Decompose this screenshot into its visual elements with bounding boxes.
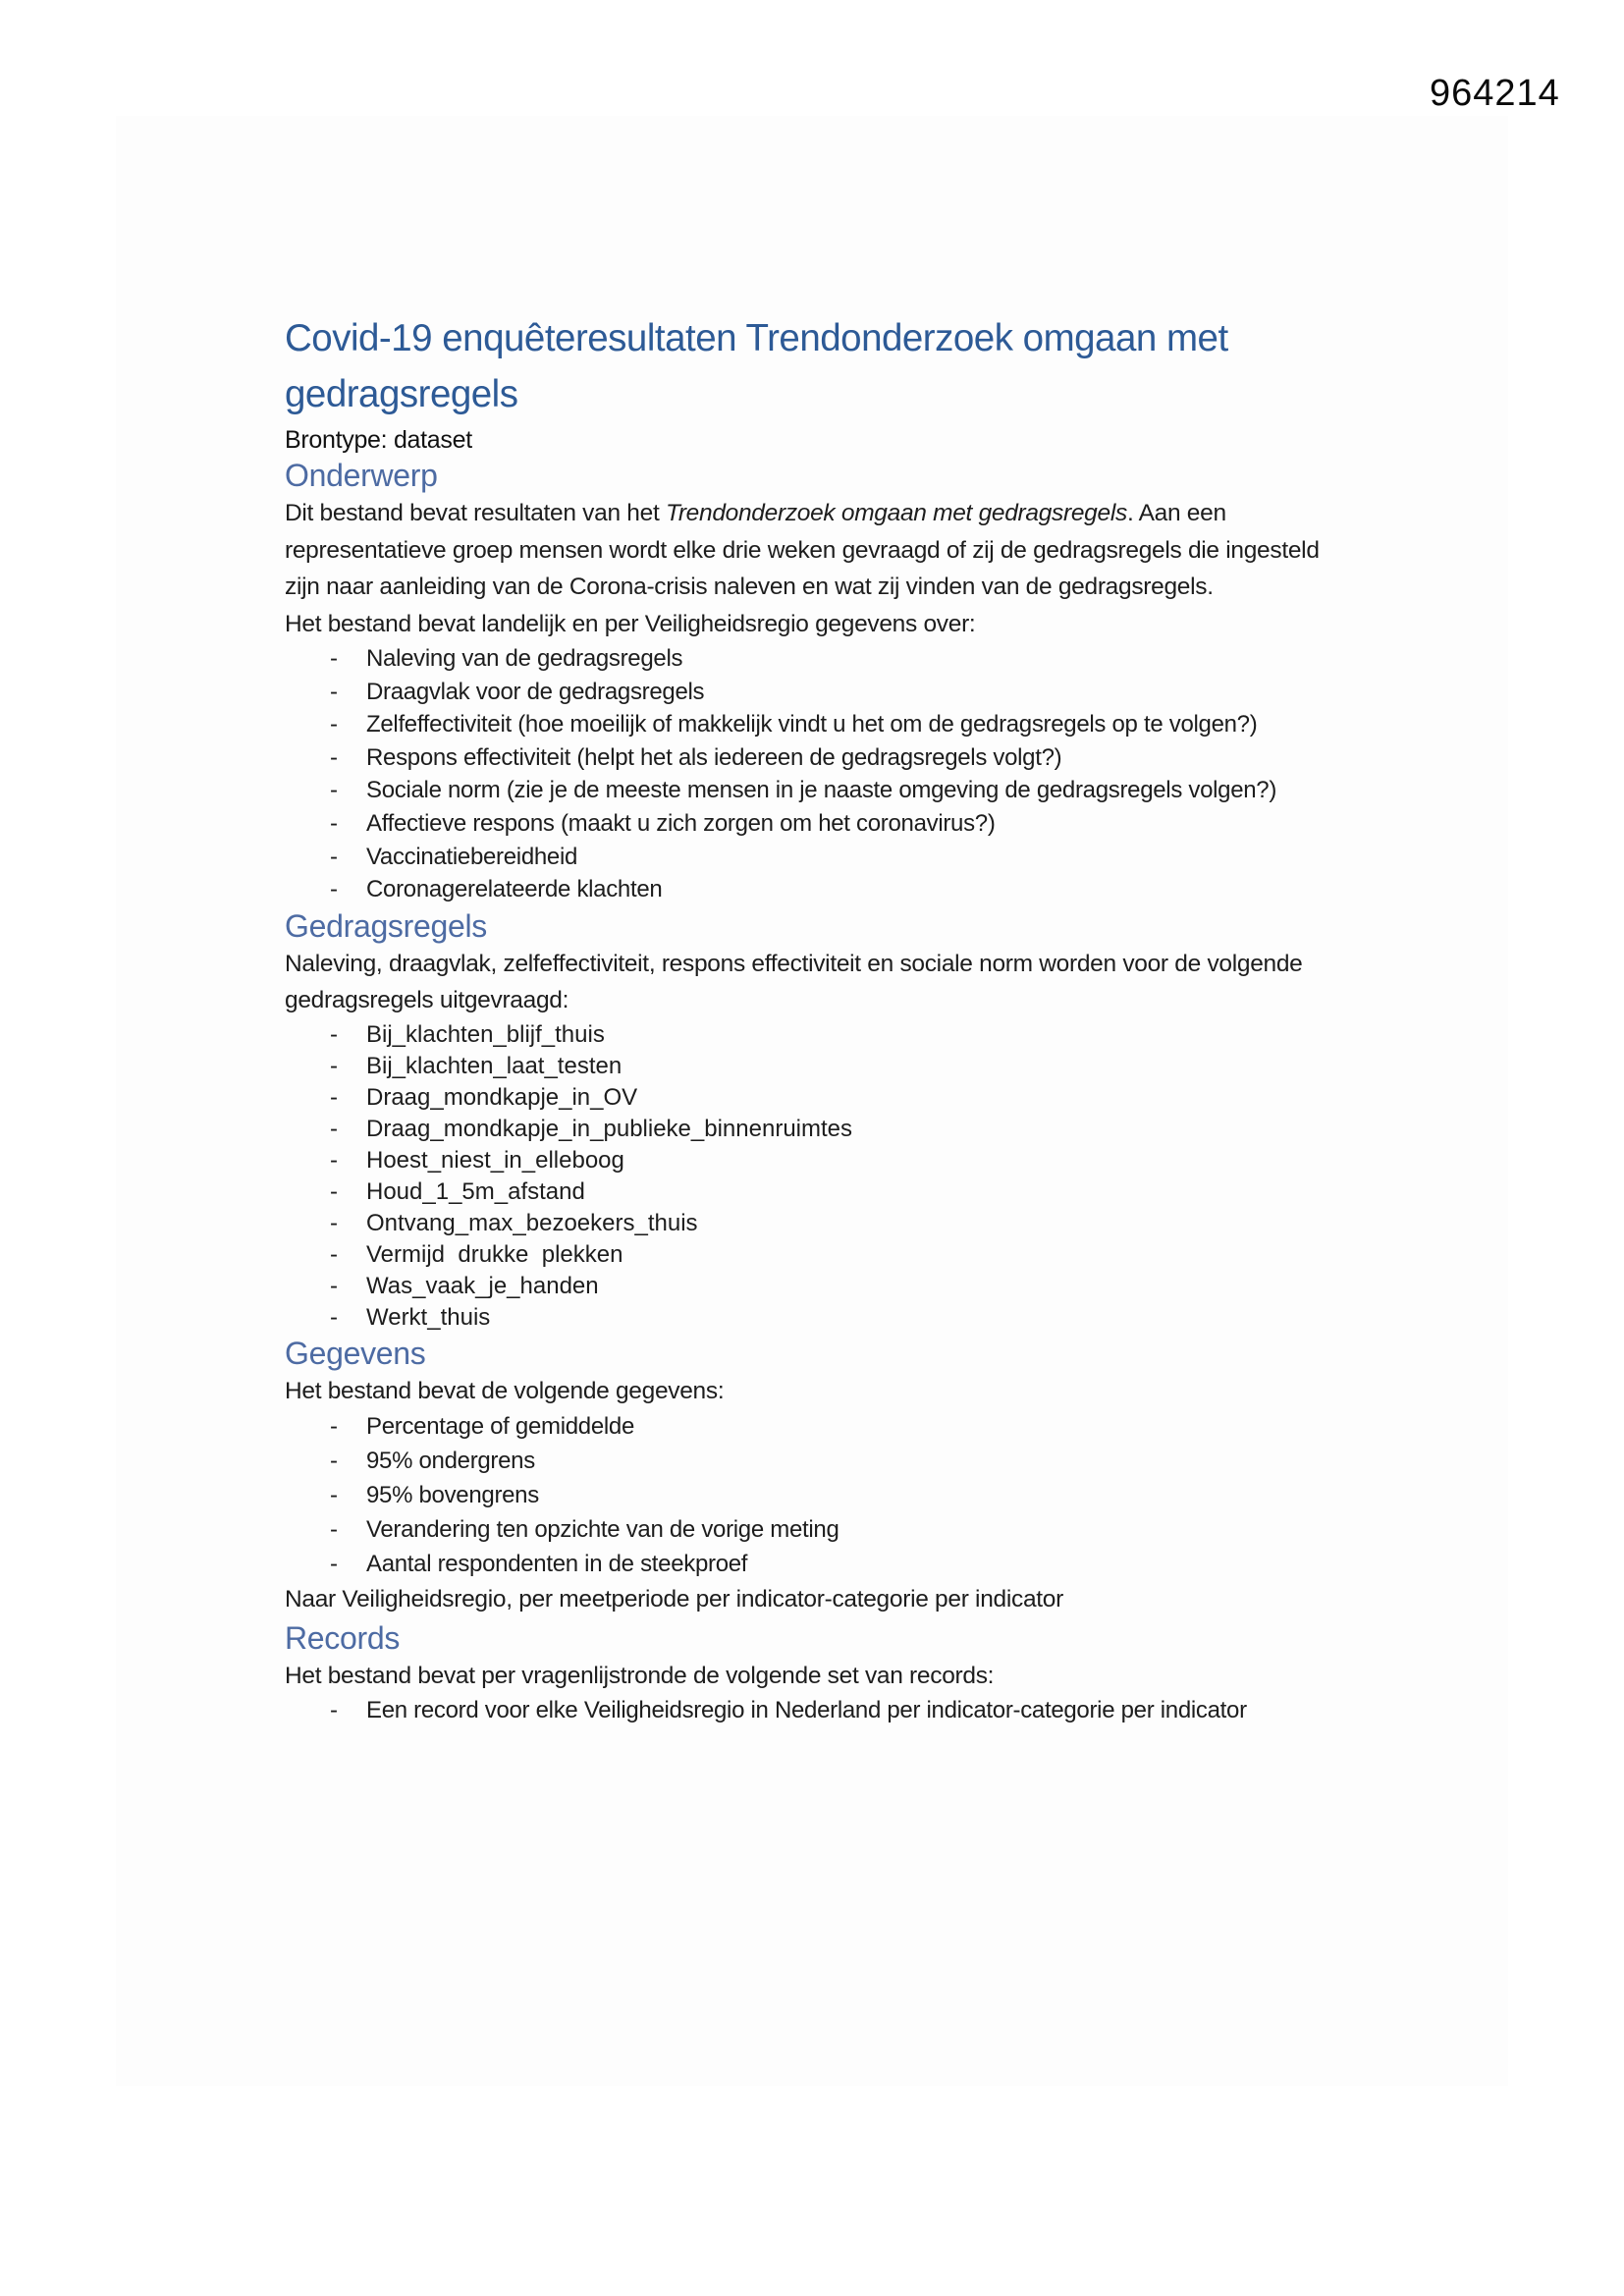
list-item: - Een record voor elke Veiligheidsregio in Nederland per indicator-categorie per indicator: [285, 1694, 1350, 1726]
section-heading-gedragsregels: Gedragsregels: [285, 907, 487, 944]
onderwerp-paragraph-1: [285, 495, 1350, 606]
list-item: - 95% bovengrens: [285, 1478, 1350, 1512]
list-item: - Sociale norm (zie je de meeste mensen in je naaste omgeving de gedragsregels volgen?): [285, 774, 1350, 807]
list-item: - Percentage of gemiddelde: [285, 1409, 1350, 1444]
onderwerp-paragraph-1-tail: . Aan een representatieve groep mensen wordt elke drie weken gevraagd of zij de gedragsregels die ingesteld zijn naar aanleiding van de Corona-crisis naleven en wat zij vinden van de gedragsregels.: [285, 500, 1320, 600]
records-paragraph-1: Het bestand bevat per vragenlijstronde de volgende set van records:: [285, 1662, 995, 1689]
list-item: - Aantal respondenten in de steekproef: [285, 1547, 1350, 1581]
bullet-dash: -: [330, 1697, 338, 1724]
list-item: - Naleving van de gedragsregels: [285, 642, 1350, 676]
gedragsregels-paragraph-1: Naleving, draagvlak, zelfeffectiviteit, respons effectiviteit en sociale norm worden voor de volgende gedragsregels uitgevraagd:: [285, 950, 1303, 1014]
list-item: - Vermijd drukke plekken: [285, 1239, 1350, 1271]
list-item: - Houd_1_5m_afstand: [285, 1176, 1350, 1208]
bullet-dash: -: [330, 1448, 338, 1475]
document-title: Covid-19 enquêteresultaten Trendonderzoek omgaan met gedragsregels: [285, 317, 1228, 415]
bullet-list-onderwerp: [285, 642, 1350, 906]
bullet-dash: -: [330, 1052, 338, 1079]
list-item: - Respons effectiviteit (helpt het als iedereen de gedragsregels volgt?): [285, 741, 1350, 775]
list-item: - Bij_klachten_laat_testen: [285, 1051, 1350, 1082]
bullet-dash: -: [330, 777, 338, 804]
bullet-list-gedragsregels: [285, 1019, 1350, 1334]
onderwerp-paragraph-1-lead: Dit bestand bevat resultaten van het: [285, 500, 666, 526]
section-heading-onderwerp: Onderwerp: [285, 458, 438, 493]
bullet-dash: -: [330, 645, 338, 672]
list-item: - Ontvang_max_bezoekers_thuis: [285, 1208, 1350, 1239]
bullet-dash: -: [330, 1240, 338, 1268]
list-item: - Draagvlak voor de gedragsregels: [285, 676, 1350, 709]
section-heading-gegevens: Gegevens: [285, 1335, 426, 1371]
bullet-dash: -: [330, 1020, 338, 1048]
source-type-label: Brontype: dataset: [285, 426, 472, 454]
gegevens-paragraph-1: Het bestand bevat de volgende gegevens:: [285, 1377, 725, 1404]
bullet-dash: -: [330, 1516, 338, 1544]
bullet-dash: -: [330, 1209, 338, 1236]
bullet-dash: -: [330, 1303, 338, 1331]
bullet-dash: -: [330, 1083, 338, 1111]
list-item: - Coronagerelateerde klachten: [285, 873, 1350, 906]
gegevens-paragraph-2: Naar Veiligheidsregio, per meetperiode per indicator-categorie per indicator: [285, 1586, 1063, 1613]
bullet-dash: -: [330, 711, 338, 738]
list-item: - Draag_mondkapje_in_OV: [285, 1082, 1350, 1114]
section-heading-records: Records: [285, 1619, 401, 1656]
bullet-dash: -: [330, 1413, 338, 1441]
list-item: - Affectieve respons (maakt u zich zorgen om het coronavirus?): [285, 807, 1350, 841]
document-content: [285, 310, 1350, 1726]
bullet-dash: -: [330, 809, 338, 837]
list-item: - Bij_klachten_blijf_thuis: [285, 1019, 1350, 1051]
list-item: - Werkt_thuis: [285, 1302, 1350, 1334]
bullet-dash: -: [330, 843, 338, 870]
bullet-dash: -: [330, 1551, 338, 1578]
bullet-dash: -: [330, 1482, 338, 1509]
page-number: 964214: [1430, 73, 1560, 114]
onderwerp-paragraph-2: Het bestand bevat landelijk en per Veiligheidsregio gegevens over:: [285, 610, 976, 637]
bullet-dash: -: [330, 1115, 338, 1142]
list-item: - 95% ondergrens: [285, 1444, 1350, 1478]
bullet-dash: -: [330, 1272, 338, 1299]
bullet-list-gegevens: [285, 1409, 1350, 1581]
list-item: - Verandering ten opzichte van de vorige meting: [285, 1512, 1350, 1547]
list-item: - Draag_mondkapje_in_publieke_binnenruimtes: [285, 1114, 1350, 1145]
bullet-dash: -: [330, 678, 338, 705]
bullet-dash: -: [330, 1177, 338, 1205]
onderwerp-paragraph-1-italic: Trendonderzoek omgaan met gedragsregels: [665, 500, 1127, 526]
list-item: - Hoest_niest_in_elleboog: [285, 1145, 1350, 1176]
bullet-dash: -: [330, 876, 338, 903]
list-item: - Was_vaak_je_handen: [285, 1271, 1350, 1302]
bullet-dash: -: [330, 743, 338, 771]
list-item: - Vaccinatiebereidheid: [285, 841, 1350, 874]
bullet-list-records: [285, 1694, 1350, 1726]
bullet-dash: -: [330, 1146, 338, 1174]
list-item: - Zelfeffectiviteit (hoe moeilijk of makkelijk vindt u het om de gedragsregels op te volgen?): [285, 708, 1350, 741]
